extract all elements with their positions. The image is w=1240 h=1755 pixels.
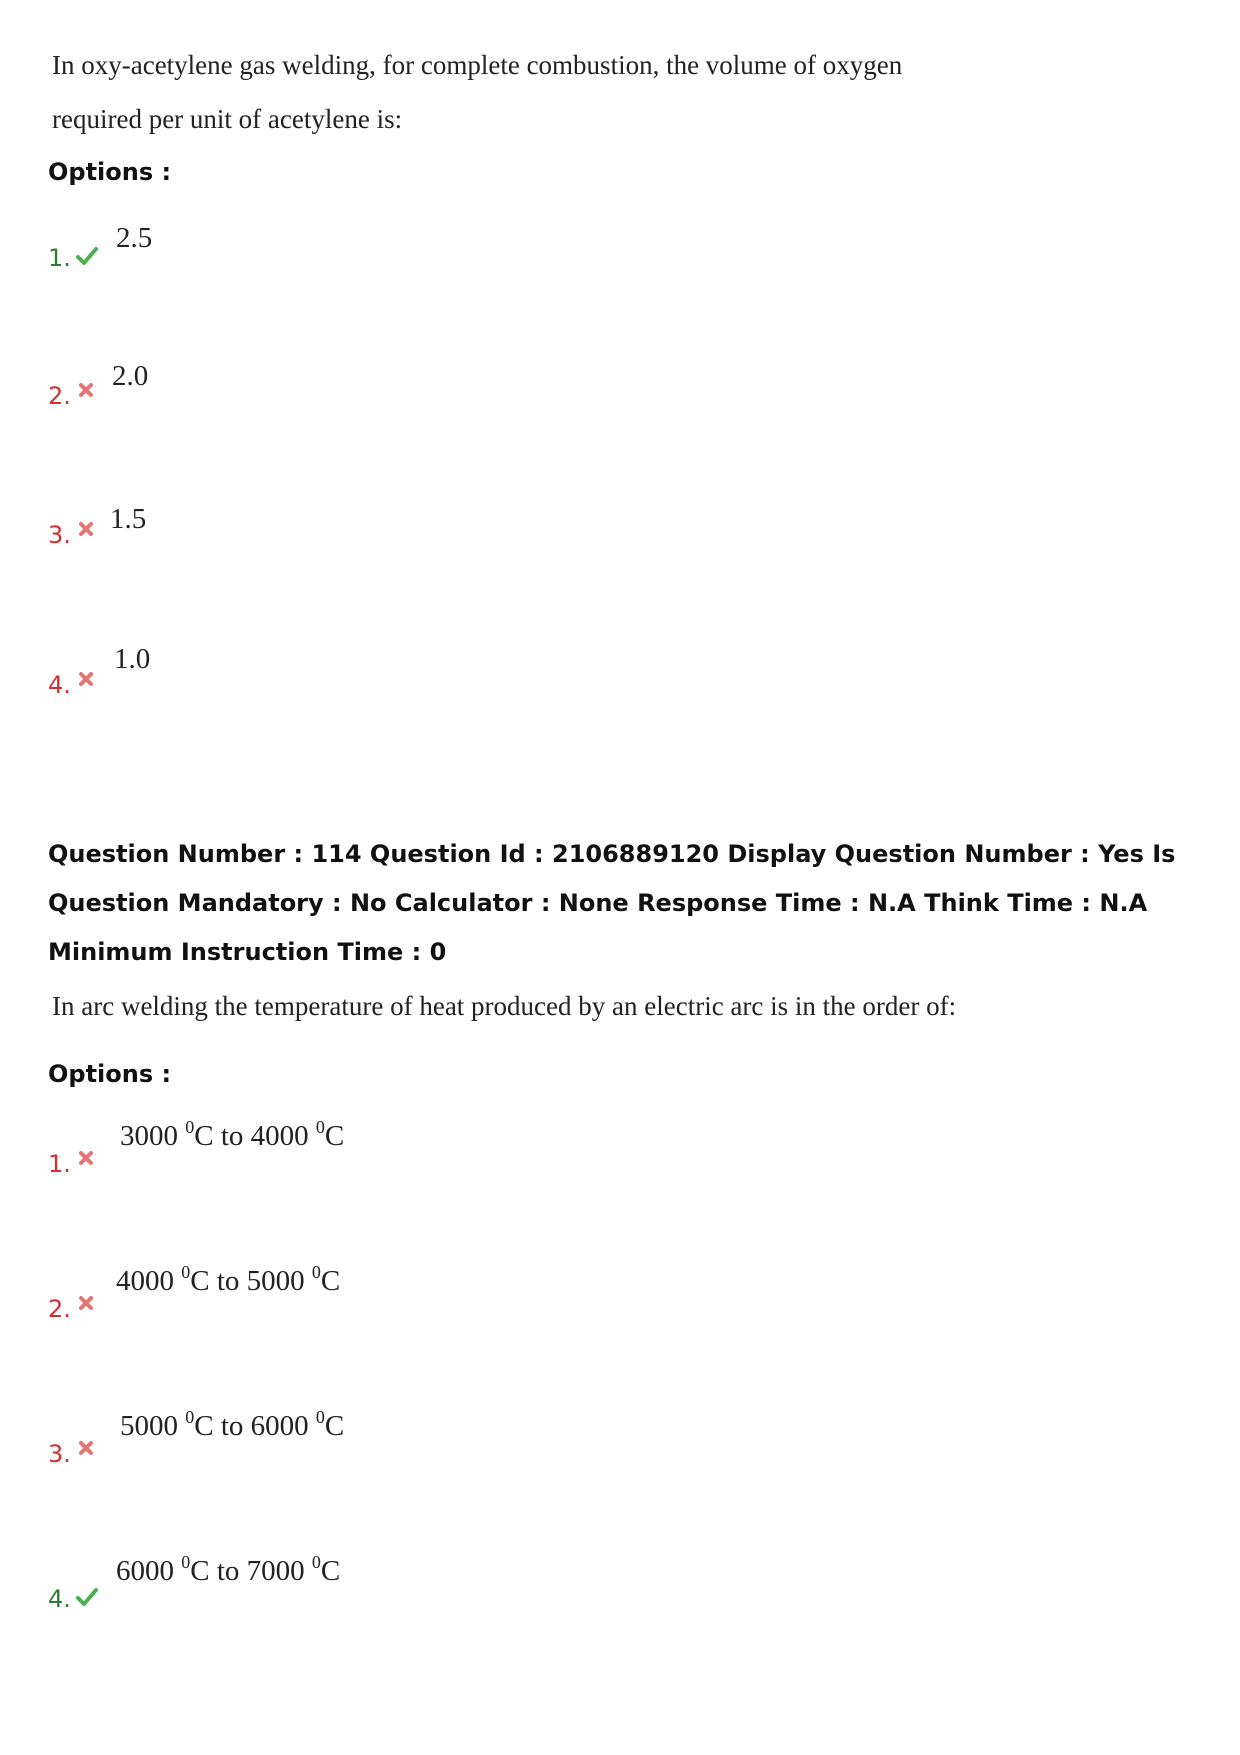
degree-superscript: 0 [315, 1407, 325, 1427]
cross-icon [78, 1150, 94, 1166]
option-value [116, 1552, 341, 1588]
option-number: 4. [48, 1585, 71, 1613]
unit: C [194, 1410, 214, 1442]
cross-icon [78, 521, 94, 537]
option-value: 2.0 [112, 360, 149, 392]
unit: C [320, 1555, 341, 1587]
range-start: 5000 [120, 1410, 178, 1442]
unit: C [320, 1265, 341, 1297]
cross-icon [78, 382, 94, 398]
option-number: 2. [48, 1295, 71, 1323]
option-number: 3. [48, 521, 71, 549]
options-heading: Options : [48, 1060, 172, 1088]
unit: C [324, 1410, 345, 1442]
degree-superscript: 0 [315, 1117, 325, 1137]
unit: C [190, 1265, 210, 1297]
cross-icon [78, 1440, 94, 1456]
unit: C [324, 1120, 345, 1152]
range-start: 3000 [120, 1120, 178, 1152]
option-value: 2.5 [116, 222, 153, 254]
option-number: 1. [48, 244, 71, 272]
range-end: 4000 [250, 1120, 309, 1152]
degree-superscript: 0 [181, 1552, 191, 1572]
range-joiner: to [220, 1120, 244, 1152]
check-icon [76, 245, 98, 267]
range-end: 5000 [246, 1265, 305, 1297]
range-end: 7000 [246, 1555, 305, 1587]
option-value [120, 1407, 345, 1443]
range-joiner: to [220, 1410, 244, 1442]
range-start: 4000 [116, 1265, 174, 1297]
degree-superscript: 0 [311, 1262, 321, 1282]
degree-superscript: 0 [181, 1262, 191, 1282]
range-joiner: to [216, 1555, 240, 1587]
option-value [120, 1117, 345, 1153]
option-number: 1. [48, 1150, 71, 1178]
degree-superscript: 0 [311, 1552, 321, 1572]
option-number: 3. [48, 1440, 71, 1468]
question-metadata: Question Number : 114 Question Id : 2106889120 Display Question Number : Yes Is Question Mandatory : No Calculator : None Response Time : N.A Think Time : N.A Minimum Instruction Time : 0 [48, 840, 1176, 966]
range-start: 6000 [116, 1555, 174, 1587]
question-2-text: In arc welding the temperature of heat produced by an electric arc is in the order of: [52, 991, 957, 1021]
option-number: 4. [48, 671, 71, 699]
option-value [116, 1262, 341, 1298]
options-heading: Options : [48, 158, 172, 186]
unit: C [194, 1120, 214, 1152]
option-value: 1.0 [114, 643, 151, 675]
degree-superscript: 0 [185, 1407, 195, 1427]
cross-icon [78, 671, 94, 687]
option-value: 1.5 [110, 503, 147, 535]
cross-icon [78, 1295, 94, 1311]
question-1-text: In oxy-acetylene gas welding, for complete combustion, the volume of oxygen required per unit of acetylene is: [52, 50, 903, 134]
check-icon [76, 1586, 98, 1608]
range-joiner: to [216, 1265, 240, 1297]
degree-superscript: 0 [185, 1117, 195, 1137]
option-number: 2. [48, 382, 71, 410]
unit: C [190, 1555, 210, 1587]
range-end: 6000 [250, 1410, 309, 1442]
